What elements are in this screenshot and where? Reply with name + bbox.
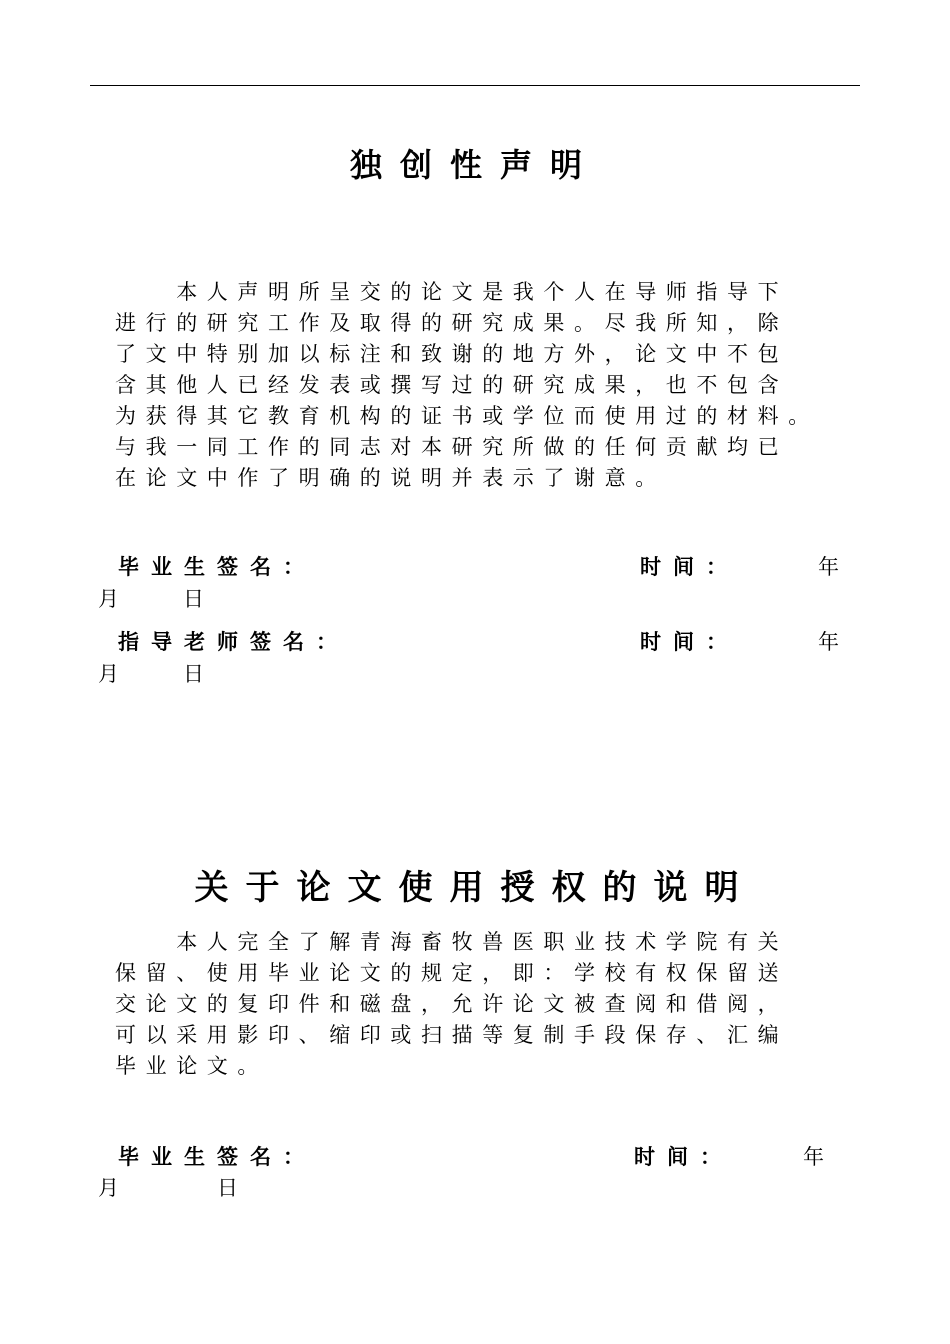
advisor-time-label: 时间： [640,630,739,654]
authorization-title: 关于论文使用授权的说明 [194,868,756,908]
declaration-line: 与我一同工作的同志对本研究所做的任何贡献均已 [115,435,789,459]
authorization-line: 交论文的复印件和磁盘，允许论文被查阅和借阅， [115,992,789,1016]
declaration-line: 为获得其它教育机构的证书或学位而使用过的材料。 [115,404,819,428]
authorization-line: 本人完全了解青海畜牧兽医职业技术学院有关 [115,930,789,954]
declaration-line: 本人声明所呈交的论文是我个人在导师指导下 [115,280,789,304]
authorization-line: 毕业论文。 [115,1054,268,1078]
header-rule [90,85,860,86]
authorization-line: 可以采用影印、缩印或扫描等复制手段保存、汇编 [115,1023,789,1047]
authorization-paragraph [115,927,875,1082]
advisor-year: 年 [818,630,839,654]
auth-time-label: 时间： [634,1145,733,1169]
auth-year: 年 [803,1145,824,1169]
auth-student-sign-label: 毕业生签名： [118,1145,316,1169]
authorization-line: 保留、使用毕业论文的规定，即：学校有权保留送 [115,961,789,985]
student-year: 年 [818,555,839,579]
advisor-sign-label: 指导老师签名： [118,630,349,654]
student-day: 日 [183,587,204,611]
advisor-day: 日 [183,662,204,686]
advisor-month: 月 [98,662,119,686]
declaration-line: 在论文中作了明确的说明并表示了谢意。 [115,466,666,490]
auth-day: 日 [217,1176,238,1200]
declaration-line: 含其他人已经发表或撰写过的研究成果，也不包含 [115,373,789,397]
student-time-label: 时间： [640,555,739,579]
declaration-line: 了文中特别加以标注和致谢的地方外，论文中不包 [115,342,789,366]
declaration-line: 进行的研究工作及取得的研究成果。尽我所知，除 [115,311,789,335]
declaration-title: 独创性声明 [349,146,600,184]
student-month: 月 [98,587,119,611]
declaration-paragraph [115,277,875,494]
student-sign-label: 毕业生签名： [118,555,316,579]
auth-month: 月 [98,1176,119,1200]
